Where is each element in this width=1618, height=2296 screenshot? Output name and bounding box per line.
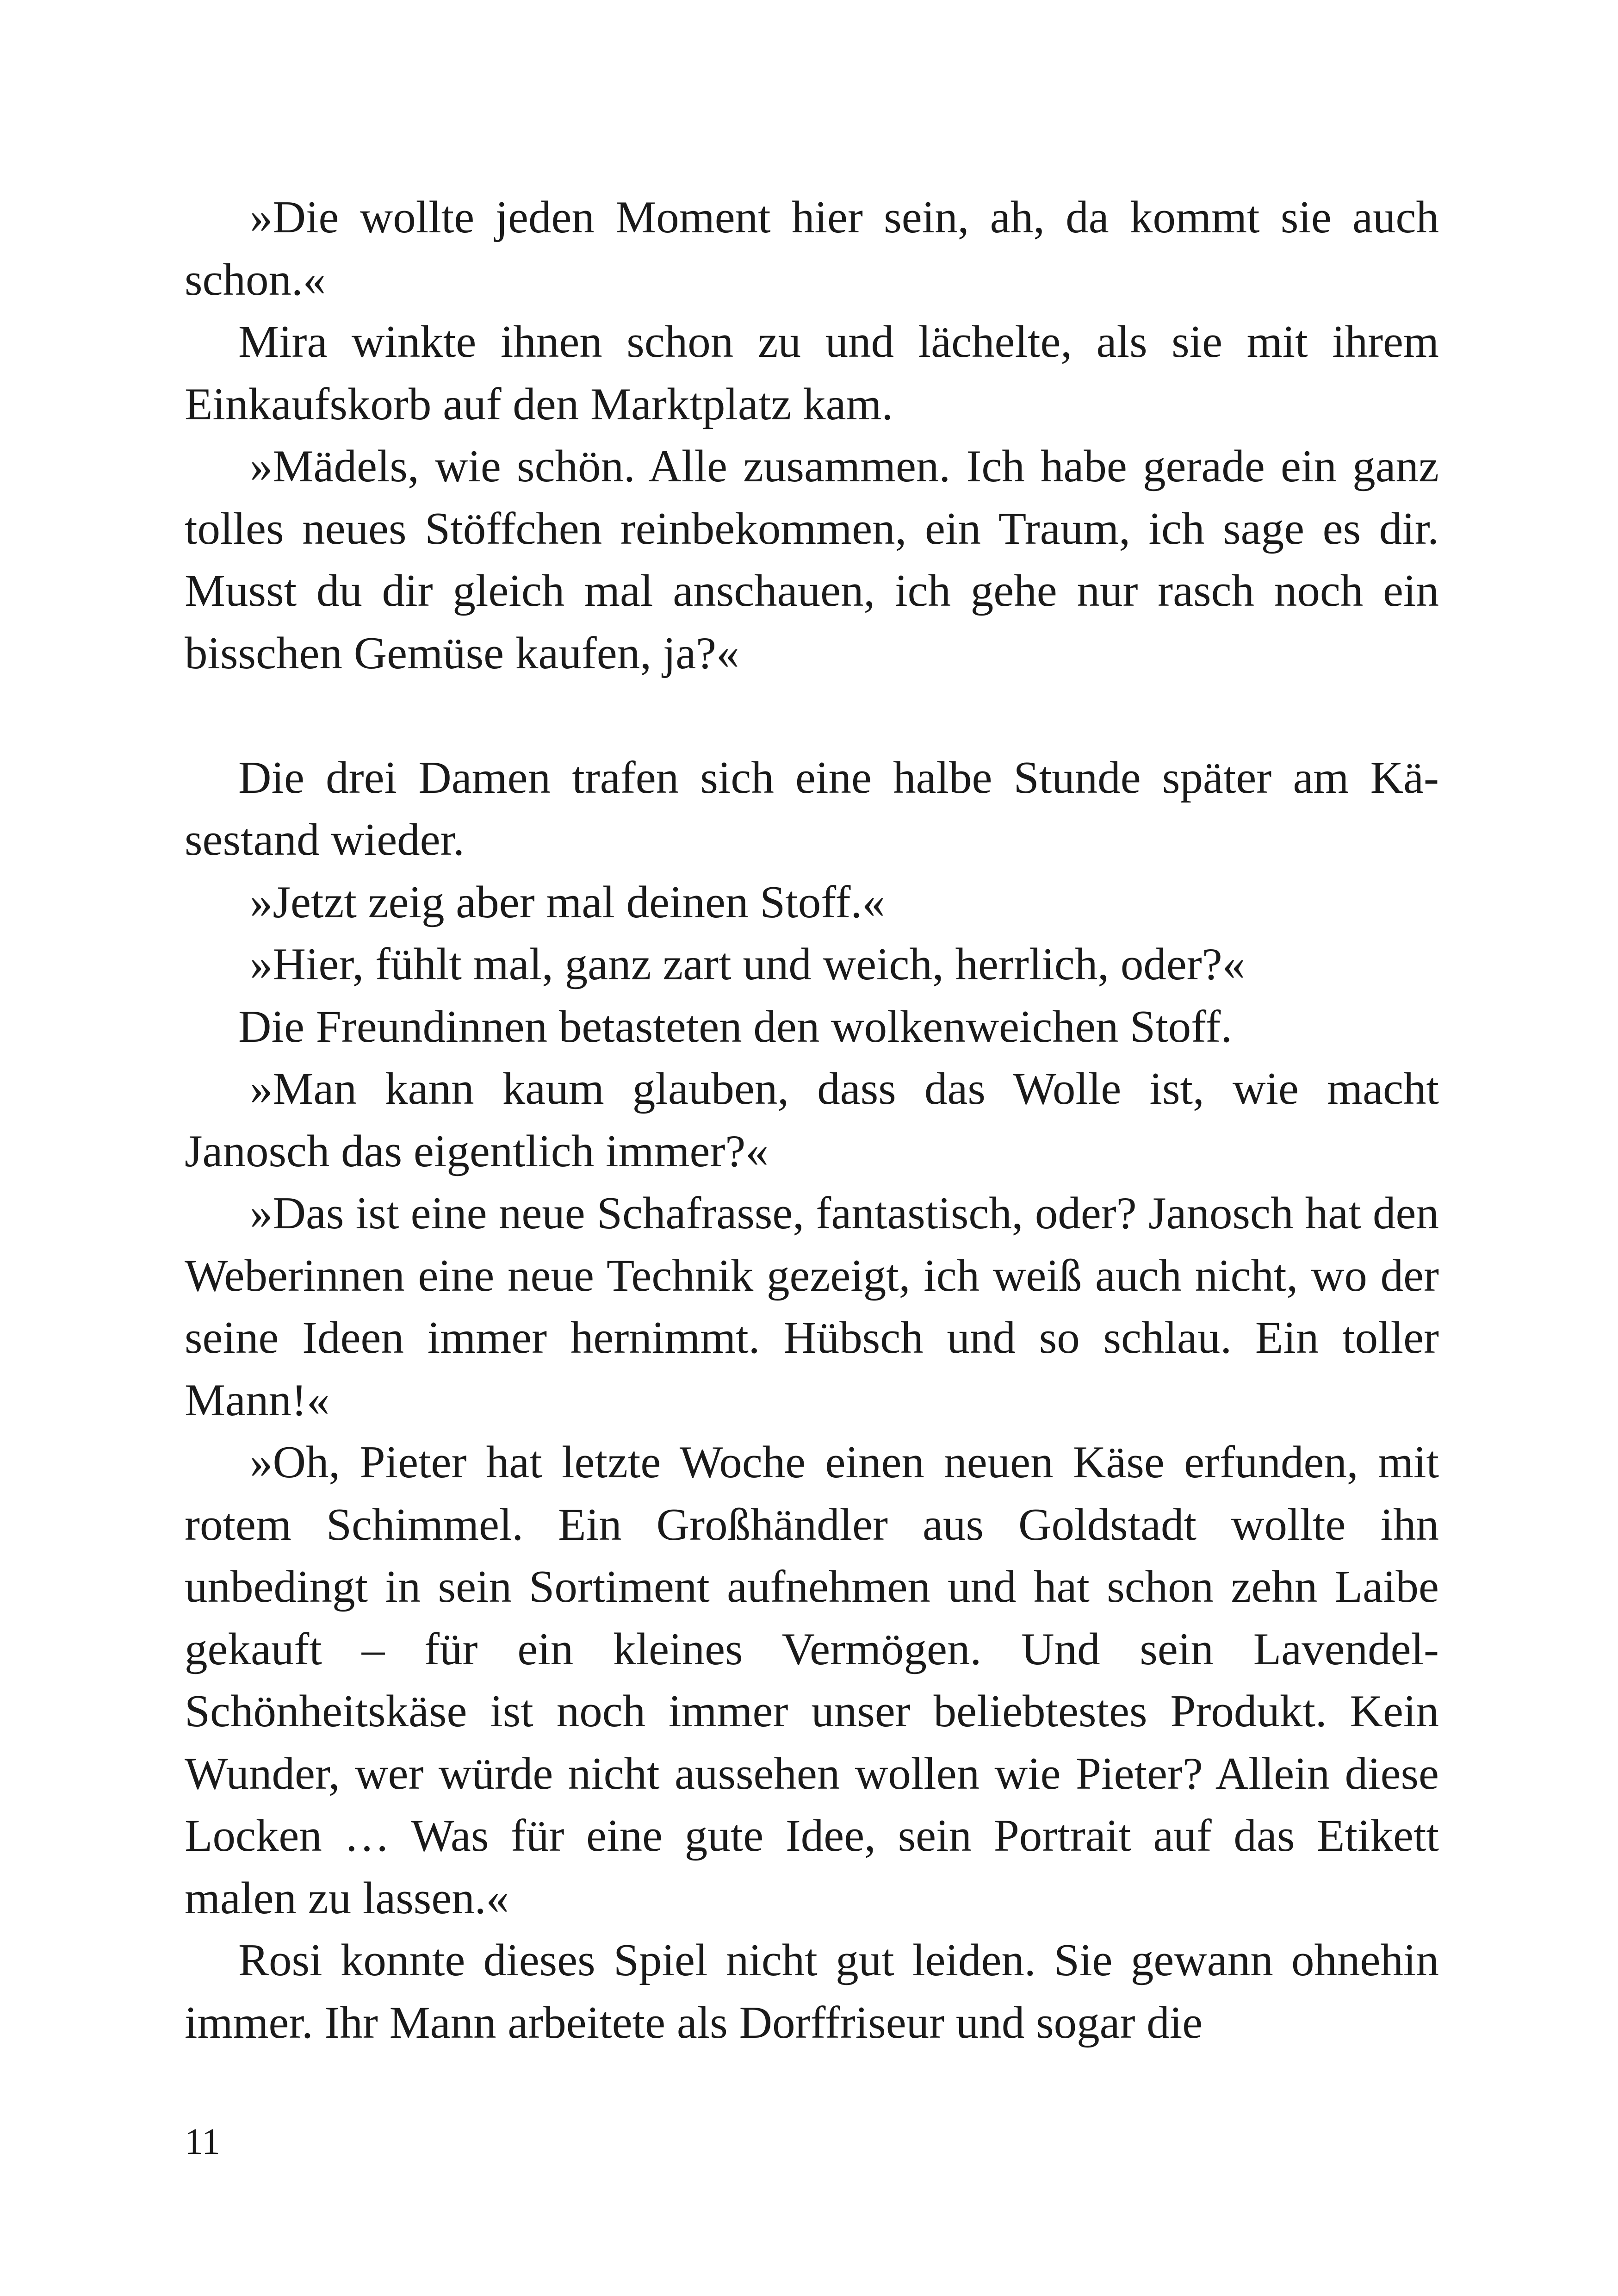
paragraph: »Jetzt zeig aber mal deinen Stoff.« (250, 877, 885, 927)
body-text (185, 187, 1439, 2054)
paragraph: Die Freundinnen betasteten den wolkenweichen Stoff. (238, 1001, 1233, 1052)
paragraph: »Hier, fühlt mal, ganz zart und weich, herrlich, oder?« (250, 939, 1246, 989)
page-number: 11 (185, 2122, 221, 2162)
paragraph: Die drei Damen trafen sich eine halbe Stunde später am Käsestand wieder. (185, 752, 1439, 865)
section-break (185, 684, 1439, 747)
paragraph: »Mädels, wie schön. Alle zusammen. Ich habe gerade ein ganz tolles neues Stöffchen reinbekommen, ein Traum, ich sage es dir. Musst du dir gleich mal anschauen, ich gehe nur rasch noch ein bisschen Gemüse kaufen, ja?« (185, 441, 1439, 678)
paragraph: Rosi konnte dieses Spiel nicht gut leiden. Sie gewann ohnehin immer. Ihr Mann arbeitete als Dorffriseur und sogar die (185, 1935, 1439, 2048)
paragraph: Mira winkte ihnen schon zu und lächelte, als sie mit ihrem Einkaufskorb auf den Marktplatz kam. (185, 317, 1439, 429)
paragraph: »Oh, Pieter hat letzte Woche einen neuen Käse erfunden, mit rotem Schimmel. Ein Großhändler aus Goldstadt wollte ihn unbedingt in sein Sortiment aufnehmen und hat schon zehn Laibe gekauft – für ein kleines Vermögen. Und sein Lavendel-Schönheitskäse ist noch immer unser beliebtestes Produkt. Kein Wunder, wer würde nicht aussehen wollen wie Pieter? Allein diese Locken … Was für eine gute Idee, sein Portrait auf das Etikett malen zu lassen.« (185, 1437, 1439, 1923)
paragraph: »Das ist eine neue Schafrasse, fantastisch, oder? Janosch hat den Weberinnen eine neue Technik gezeigt, ich weiß auch nicht, wo der seine Ideen immer hernimmt. Hübsch und so schlau. Ein toller Mann!« (185, 1188, 1439, 1425)
paragraph: »Die wollte jeden Moment hier sein, ah, da kommt sie auch schon.« (185, 192, 1439, 305)
paragraph: »Man kann kaum glauben, dass das Wolle ist, wie macht Janosch das eigentlich immer?« (185, 1064, 1439, 1176)
